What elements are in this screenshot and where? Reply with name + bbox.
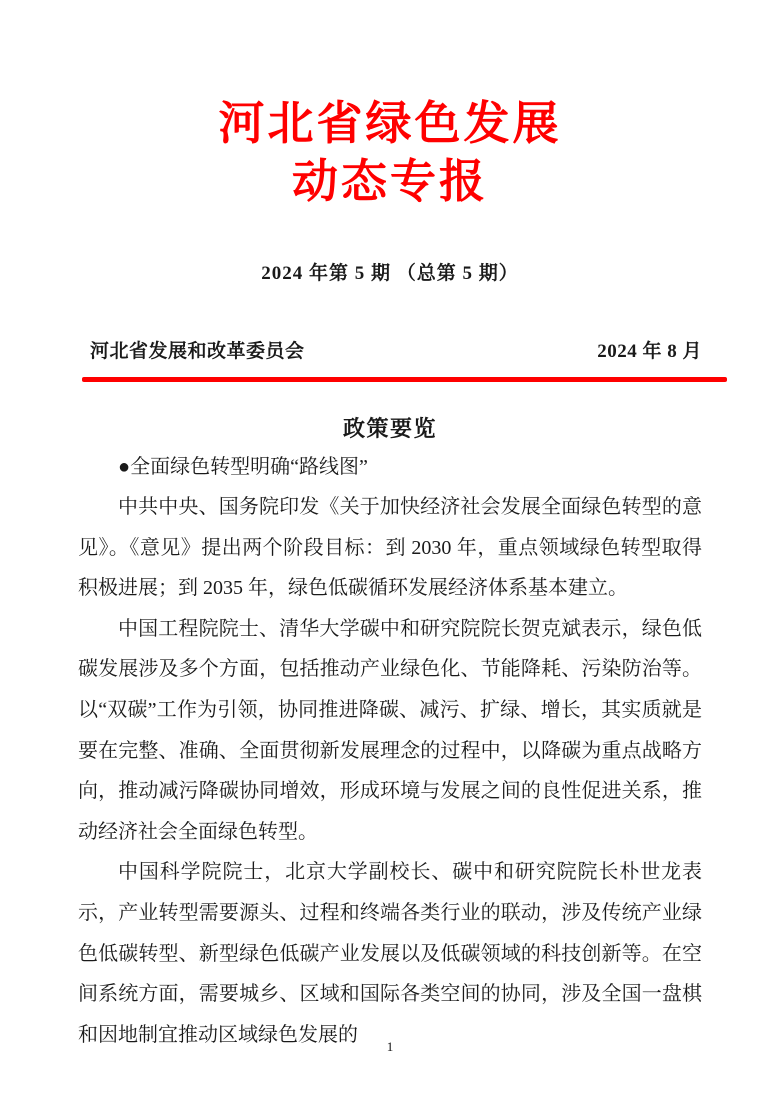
- bulletin-title-line-1: 河北省绿色发展: [218, 98, 562, 149]
- masthead: [78, 95, 702, 211]
- publisher-header-row: [78, 339, 702, 364]
- bullet-headline: ●全面绿色转型明确“路线图”: [118, 455, 368, 478]
- publication-date: 2024 年 8 月: [597, 341, 702, 362]
- body-paragraph: 中共中央、国务院印发《关于加快经济社会发展全面绿色转型的意见》。《意见》提出两个阶段目标：到 2030 年，重点领域绿色转型取得积极进展；到 2035 年，绿色低碳循环发展经济体系基本建立。: [78, 496, 702, 600]
- page-content: [0, 95, 780, 1055]
- body-paragraph: 中国工程院院士、清华大学碳中和研究院院长贺克斌表示，绿色低碳发展涉及多个方面，包括推动产业绿色化、节能降耗、污染防治等。以“双碳”工作为引领，协同推进降碳、减污、扩绿、增长，其实质就是要在完整、准确、全面贯彻新发展理念的过程中，以降碳为重点战略方向，推动减污降碳协同增效，形成环境与发展之间的良性促进关系，推动经济社会全面绿色转型。: [78, 617, 702, 843]
- section-heading-policy-overview: 政策要览: [342, 415, 437, 441]
- page-number: 1: [386, 1039, 394, 1054]
- publisher-organization: 河北省发展和改革委员会: [90, 341, 305, 362]
- body-paragraph: 中国科学院院士，北京大学副校长、碳中和研究院院长朴世龙表示，产业转型需要源头、过程和终端各类行业的联动，涉及传统产业绿色低碳转型、新型绿色低碳产业发展以及低碳领域的科技创新等。在空间系统方面，需要城乡、区域和国际各类空间的协同，涉及全国一盘棋和因地制宜推动区域绿色发展的: [78, 861, 702, 1046]
- red-divider-line: [82, 377, 727, 382]
- bulletin-title-line-2: 动态专报: [292, 156, 488, 207]
- body-text: [78, 447, 702, 1056]
- issue-number-line: 2024 年第 5 期 （总第 5 期）: [261, 263, 519, 284]
